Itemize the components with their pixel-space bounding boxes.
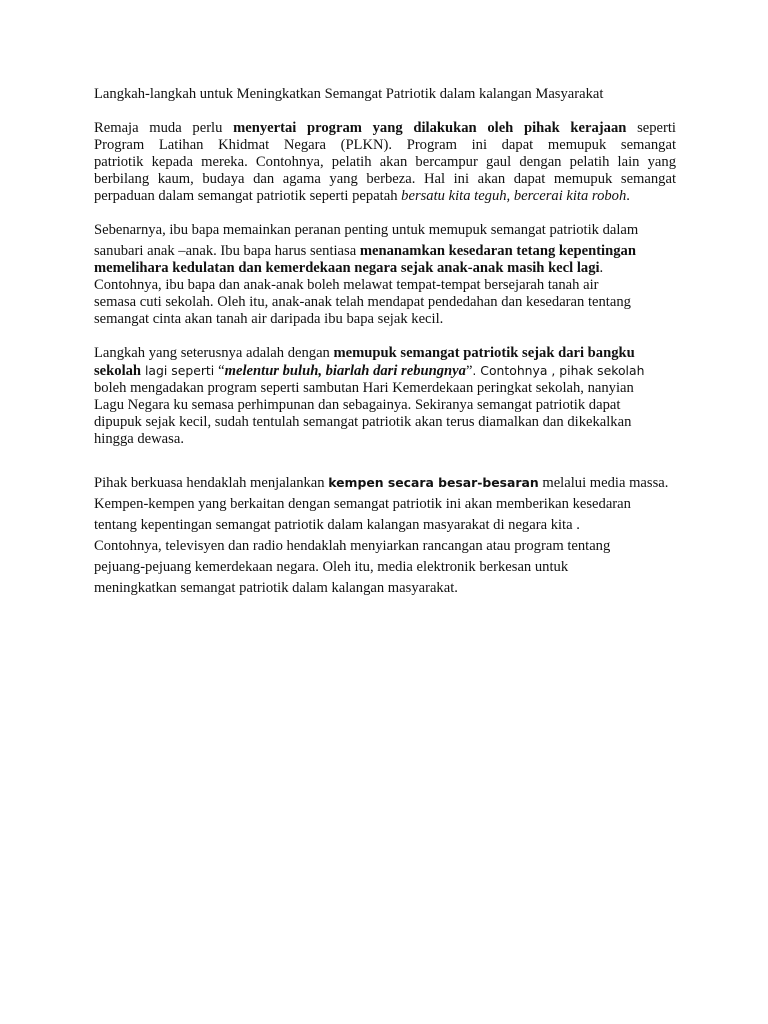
paragraph-2-line-1: Sebenarnya, ibu bapa memainkan peranan penting untuk memupuk semangat patriotik dalam bbox=[94, 222, 639, 238]
bold-text: memelihara kedulatan dan kemerdekaan negara sejak anak-anak masih kecl lagi bbox=[94, 260, 600, 276]
text-run: ” bbox=[465, 363, 473, 379]
bold-text: menanamkan kesedaran tetang kepentingan bbox=[359, 243, 636, 259]
text-run: perpaduan dalam semangat patriotik seperti pepatah bbox=[94, 188, 402, 204]
bold-text: menyertai program yang dilakukan oleh pihak kerajaan bbox=[233, 120, 627, 136]
paragraph-4-line-4: Contohnya, televisyen dan radio hendaklah menyiarkan rancangan atau program tentang bbox=[94, 538, 611, 554]
paragraph-3 bbox=[94, 345, 676, 448]
paragraph-4-line-5: pejuang-pejuang kemerdekaan negara. Oleh itu, media elektronik berkesan untuk bbox=[94, 559, 569, 575]
text-run: Pihak berkuasa hendaklah menjalankan bbox=[94, 475, 329, 491]
document-title: Langkah-langkah untuk Meningkatkan Semangat Patriotik dalam kalangan Masyarakat bbox=[94, 86, 604, 102]
paragraph-3-line-2 bbox=[94, 362, 676, 380]
paragraph-2-line-4: Contohnya, ibu bapa dan anak-anak boleh melawat tempat-tempat bersejarah tanah air bbox=[94, 277, 599, 293]
text-run: “ bbox=[218, 363, 225, 379]
italic-proverb: bersatu kita teguh, bercerai kita roboh bbox=[401, 188, 627, 204]
paragraph-1-line-2: Program Latihan Khidmat Negara (PLKN). Program ini dapat memupuk semangat bbox=[94, 137, 676, 153]
paragraph-3-line-6: hingga dewasa. bbox=[94, 431, 184, 447]
bold-text: memupuk semangat patriotik sejak dari bangku bbox=[333, 345, 635, 361]
text-run: . bbox=[626, 188, 630, 204]
bold-text: kempen secara besar-besaran bbox=[328, 475, 539, 490]
text-run: seperti bbox=[626, 120, 676, 136]
paragraph-2-line-6: semangat cinta akan tanah air daripada ibu bapa sejak kecil. bbox=[94, 311, 444, 327]
text-run: Remaja muda perlu bbox=[94, 120, 234, 136]
paragraph-1-line-5 bbox=[94, 188, 676, 205]
paragraph-1-line-4: berbilang kaum, budaya dan agama yang berbeza. Hal ini akan dapat memupuk semangat bbox=[94, 171, 676, 187]
paragraph-1 bbox=[94, 120, 676, 205]
text-run: lagi seperti bbox=[141, 363, 219, 378]
text-run: . Contohnya , pihak sekolah bbox=[472, 363, 645, 378]
paragraph-3-line-5: dipupuk sejak kecil, sudah tentulah semangat patriotik akan terus diamalkan dan dikekalkan bbox=[94, 414, 632, 430]
paragraph-2 bbox=[94, 222, 676, 328]
document-page bbox=[94, 86, 676, 597]
paragraph-4-line-3: tentang kepentingan semangat patriotik dalam kalangan masyarakat di negara kita . bbox=[94, 517, 580, 533]
paragraph-3-line-1 bbox=[94, 345, 676, 362]
text-run: sanubari anak –anak. Ibu bapa harus sentiasa bbox=[94, 243, 360, 259]
paragraph-4 bbox=[94, 474, 676, 597]
paragraph-2-line-5: semasa cuti sekolah. Oleh itu, anak-anak telah mendapat pendedahan dan kesedaran tentang bbox=[94, 294, 631, 310]
paragraph-4-line-1 bbox=[94, 474, 676, 492]
bold-text: sekolah bbox=[94, 363, 142, 379]
text-run: melalui media massa. bbox=[538, 475, 669, 491]
text-run: . bbox=[599, 260, 604, 276]
bold-italic-proverb: melentur buluh, biarlah dari rebungnya bbox=[224, 363, 466, 379]
paragraph-2-line-2 bbox=[94, 243, 676, 260]
paragraph-1-line-1 bbox=[94, 120, 676, 137]
paragraph-4-line-2: Kempen-kempen yang berkaitan dengan semangat patriotik ini akan memberikan kesedaran bbox=[94, 496, 631, 512]
paragraph-3-line-3: boleh mengadakan program seperti sambutan Hari Kemerdekaan peringkat sekolah, nanyian bbox=[94, 380, 634, 396]
paragraph-3-line-4: Lagu Negara ku semasa perhimpunan dan sebagainya. Sekiranya semangat patriotik dapat bbox=[94, 397, 621, 413]
paragraph-2-line-3 bbox=[94, 260, 676, 277]
paragraph-4-line-6: meningkatkan semangat patriotik dalam kalangan masyarakat. bbox=[94, 580, 458, 596]
paragraph-1-line-3: patriotik kepada mereka. Contohnya, pelatih akan bercampur gaul dengan pelatih lain yang bbox=[94, 154, 676, 170]
text-run: Langkah yang seterusnya adalah dengan bbox=[94, 345, 334, 361]
